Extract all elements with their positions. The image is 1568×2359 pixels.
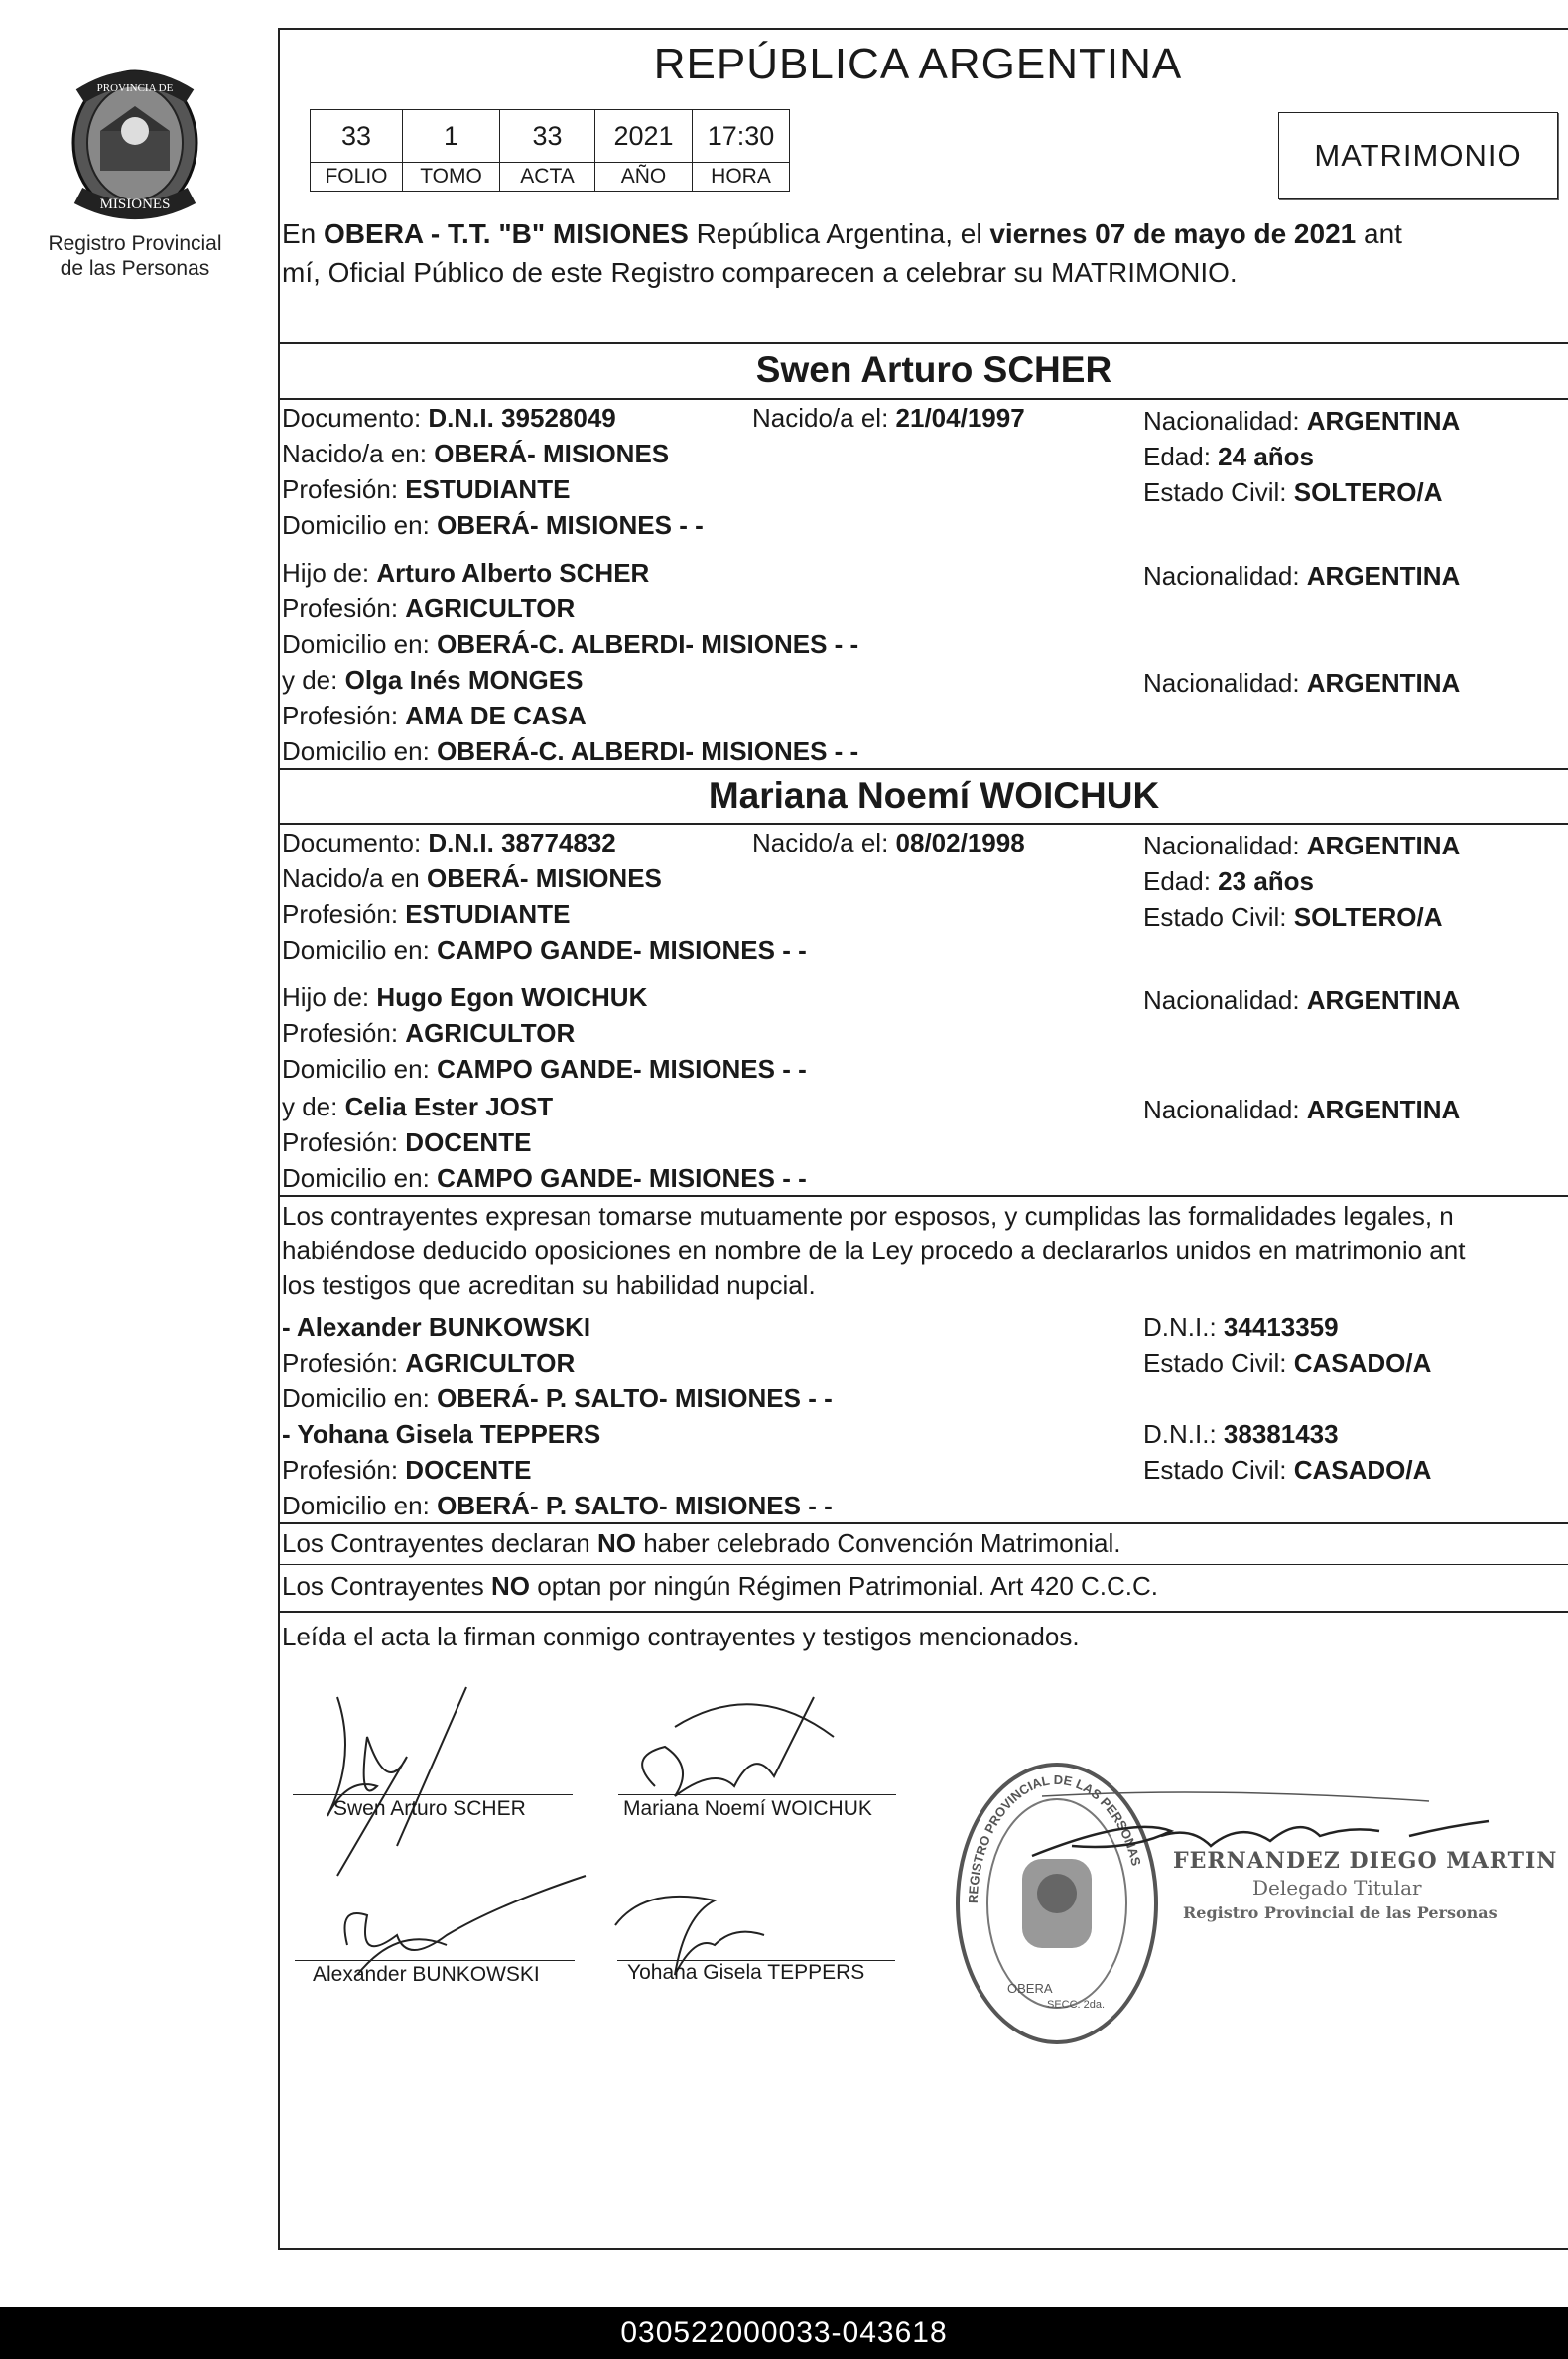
groom-document: Documento: D.N.I. 39528049 bbox=[282, 403, 616, 433]
official-name: FERNANDEZ DIEGO MARTIN bbox=[1173, 1848, 1558, 1874]
groom-father-profession: Profesión: AGRICULTOR bbox=[282, 593, 576, 623]
divider bbox=[279, 1564, 1568, 1565]
bride-birthplace: Nacido/a en OBERÁ- MISIONES bbox=[282, 863, 662, 893]
bride-civil-status: Estado Civil: SOLTERO/A bbox=[1143, 902, 1443, 932]
bride-name: Mariana Noemí WOICHUK bbox=[708, 775, 1160, 816]
witness-1-address: Domicilio en: OBERÁ- P. SALTO- MISIONES - - bbox=[282, 1383, 833, 1413]
bride-signature-line bbox=[618, 1794, 896, 1795]
witness-2-address: Domicilio en: OBERÁ- P. SALTO- MISIONES - - bbox=[282, 1491, 833, 1520]
tomo-label: TOMO bbox=[403, 163, 500, 192]
groom-age: Edad: 24 años bbox=[1143, 442, 1314, 471]
time-value: 17:30 bbox=[693, 110, 790, 163]
bride-mother: y de: Celia Ester JOST bbox=[282, 1092, 554, 1121]
bride-age: Edad: 23 años bbox=[1143, 866, 1314, 896]
witness1-signature-scribble bbox=[345, 1876, 587, 1950]
folio-label: FOLIO bbox=[311, 163, 403, 192]
official-office: Registro Provincial de las Personas bbox=[1183, 1903, 1498, 1922]
witness-1-profession: Profesión: AGRICULTOR bbox=[282, 1348, 576, 1377]
divider bbox=[279, 1195, 1568, 1197]
bride-mother-address: Domicilio en: CAMPO GANDE- MISIONES - - bbox=[282, 1163, 807, 1193]
declaration-line-3: los testigos que acreditan su habilidad nupcial. bbox=[282, 1270, 816, 1300]
groom-mother-profession: Profesión: AMA DE CASA bbox=[282, 701, 587, 730]
witness-2-profession: Profesión: DOCENTE bbox=[282, 1455, 532, 1485]
bride-father-profession: Profesión: AGRICULTOR bbox=[282, 1018, 576, 1048]
svg-text:PROVINCIA DE: PROVINCIA DE bbox=[96, 82, 174, 94]
witness-1-civil-status: Estado Civil: CASADO/A bbox=[1143, 1348, 1432, 1377]
bride-profession: Profesión: ESTUDIANTE bbox=[282, 899, 571, 929]
bride-father-nationality: Nacionalidad: ARGENTINA bbox=[1143, 985, 1461, 1015]
witness-1-dni: D.N.I.: 34413359 bbox=[1143, 1312, 1339, 1342]
tomo-value: 1 bbox=[403, 110, 500, 163]
intro-line-2: mí, Oficial Público de este Registro comparecen a celebrar su MATRIMONIO. bbox=[282, 257, 1238, 288]
groom-mother: y de: Olga Inés MONGES bbox=[282, 665, 584, 695]
intro-line-1: En OBERA - T.T. "B" MISIONES República Argentina, el viernes 07 de mayo de 2021 ant bbox=[282, 218, 1402, 249]
divider bbox=[279, 1522, 1568, 1524]
witness-2-dni: D.N.I.: 38381433 bbox=[1143, 1419, 1339, 1449]
groom-profession: Profesión: ESTUDIANTE bbox=[282, 474, 571, 504]
groom-name: Swen Arturo SCHER bbox=[755, 349, 1112, 390]
registry-table bbox=[310, 109, 790, 192]
act-type-box: MATRIMONIO bbox=[1278, 112, 1558, 199]
bride-address: Domicilio en: CAMPO GANDE- MISIONES - - bbox=[282, 935, 807, 965]
bride-mother-nationality: Nacionalidad: ARGENTINA bbox=[1143, 1095, 1461, 1124]
bride-mother-profession: Profesión: DOCENTE bbox=[282, 1127, 532, 1157]
divider bbox=[279, 398, 1568, 400]
registry-logo bbox=[36, 62, 234, 281]
read-statement: Leída el acta la firman conmigo contrayentes y testigos mencionados. bbox=[282, 1622, 1080, 1651]
convention-statement: Los Contrayentes declaran NO haber celebrado Convención Matrimonial. bbox=[282, 1528, 1121, 1558]
groom-mother-nationality: Nacionalidad: ARGENTINA bbox=[1143, 668, 1461, 698]
witness-2-name: - Yohana Gisela TEPPERS bbox=[282, 1419, 601, 1449]
bride-birthdate: Nacido/a el: 08/02/1998 bbox=[752, 828, 1025, 857]
document-title: REPÚBLICA ARGENTINA bbox=[653, 40, 1183, 88]
folio-value: 33 bbox=[311, 110, 403, 163]
document-code-bar: 030522000033-043618 bbox=[0, 2307, 1568, 2359]
witness1-signature-caption: Alexander BUNKOWSKI bbox=[313, 1963, 540, 1986]
official-role: Delegado Titular bbox=[1252, 1876, 1422, 1900]
witness1-signature-line bbox=[295, 1960, 575, 1961]
logo-caption: Registro Provincial de las Personas bbox=[48, 232, 222, 280]
groom-civil-status: Estado Civil: SOLTERO/A bbox=[1143, 477, 1443, 507]
svg-text:MISIONES: MISIONES bbox=[99, 197, 171, 212]
year-value: 2021 bbox=[595, 110, 693, 163]
stamp-arc-text: REGISTRO PROVINCIAL DE LAS PERSONAS bbox=[965, 1771, 1144, 1904]
groom-nationality: Nacionalidad: ARGENTINA bbox=[1143, 406, 1461, 436]
groom-address: Domicilio en: OBERÁ- MISIONES - - bbox=[282, 510, 704, 540]
svg-text:OBERA: OBERA bbox=[1007, 1981, 1053, 1996]
year-label: AÑO bbox=[595, 163, 693, 192]
bride-signature-caption: Mariana Noemí WOICHUK bbox=[623, 1797, 872, 1820]
regime-statement: Los Contrayentes NO optan por ningún Régimen Patrimonial. Art 420 C.C.C. bbox=[282, 1571, 1159, 1601]
divider bbox=[279, 1611, 1568, 1613]
bride-nationality: Nacionalidad: ARGENTINA bbox=[1143, 831, 1461, 860]
acta-label: ACTA bbox=[500, 163, 595, 192]
groom-birthdate: Nacido/a el: 21/04/1997 bbox=[752, 403, 1025, 433]
province-seal-icon bbox=[61, 62, 209, 225]
groom-father-address: Domicilio en: OBERÁ-C. ALBERDI- MISIONES - - bbox=[282, 629, 859, 659]
divider bbox=[279, 342, 1568, 344]
groom-signature-line bbox=[293, 1794, 573, 1795]
groom-mother-address: Domicilio en: OBERÁ-C. ALBERDI- MISIONES - - bbox=[282, 736, 859, 766]
groom-father: Hijo de: Arturo Alberto SCHER bbox=[282, 558, 650, 588]
witness2-signature-caption: Yohana Gisela TEPPERS bbox=[627, 1961, 865, 1984]
witness-2-civil-status: Estado Civil: CASADO/A bbox=[1143, 1455, 1432, 1485]
groom-birthplace: Nacido/a en: OBERÁ- MISIONES bbox=[282, 439, 670, 468]
groom-signature-scribble bbox=[327, 1697, 407, 1876]
groom-signature-caption: Swen Arturo SCHER bbox=[333, 1797, 526, 1820]
witness-1-name: - Alexander BUNKOWSKI bbox=[282, 1312, 591, 1342]
divider bbox=[279, 768, 1568, 770]
declaration-line-2: habiéndose deducido oposiciones en nombre de la Ley procedo a declararlos unidos en matrimonio ant bbox=[282, 1236, 1466, 1265]
declaration-line-1: Los contrayentes expresan tomarse mutuamente por esposos, y cumplidas las formalidades legales, n bbox=[282, 1201, 1454, 1231]
bride-father: Hijo de: Hugo Egon WOICHUK bbox=[282, 983, 648, 1012]
bride-father-address: Domicilio en: CAMPO GANDE- MISIONES - - bbox=[282, 1054, 807, 1084]
svg-text:SECC. 2da.: SECC. 2da. bbox=[1047, 1999, 1106, 2011]
acta-value: 33 bbox=[500, 110, 595, 163]
bride-document: Documento: D.N.I. 38774832 bbox=[282, 828, 616, 857]
time-label: HORA bbox=[693, 163, 790, 192]
groom-father-nationality: Nacionalidad: ARGENTINA bbox=[1143, 561, 1461, 590]
divider bbox=[279, 823, 1568, 825]
